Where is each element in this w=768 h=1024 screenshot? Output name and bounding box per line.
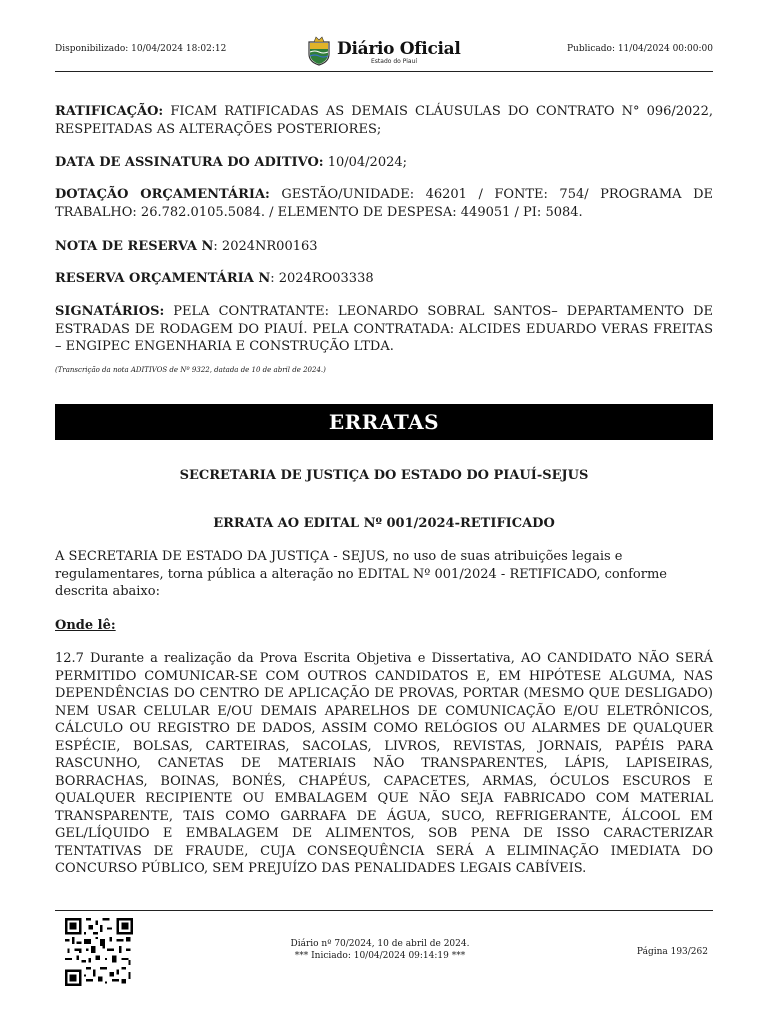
errata-title: ERRATA AO EDITAL Nº 001/2024-RETIFICADO — [213, 516, 555, 531]
state-seal-icon — [307, 36, 331, 66]
ratificacao-paragraph — [55, 103, 713, 138]
publicado-timestamp: Publicado: 11/04/2024 00:00:00 — [566, 44, 713, 54]
data-assinatura-text: 10/04/2024; — [323, 155, 408, 170]
ratificacao-label: RATIFICAÇÃO: — [55, 104, 164, 119]
reserva-orcamentaria-paragraph — [55, 270, 713, 288]
page-header — [55, 32, 713, 72]
footer-divider — [55, 910, 713, 911]
footer-diario-number: Diário nº 70/2024, 10 de abril de 2024. — [290, 939, 470, 949]
transcription-note: (Transcrição da nota ADITIVOS de Nº 9322, datada de 10 de abril de 2024.) — [55, 366, 326, 374]
diario-oficial-logo — [307, 36, 461, 68]
nota-reserva-paragraph — [55, 238, 713, 256]
data-assinatura-label: DATA DE ASSINATURA DO ADITIVO: — [55, 155, 324, 170]
dotacao-text: GESTÃO/UNIDADE: 46201 / FONTE: 754/ PROGRAMA DE TRABALHO: 26.782.0105.5084. / ELEMENTO DE DESPESA: 449051 / PI: 5084. — [55, 187, 713, 220]
footer-iniciado: *** Iniciado: 10/04/2024 09:14:19 *** — [294, 951, 466, 961]
nota-reserva-label: NOTA DE RESERVA N — [55, 239, 214, 254]
reserva-orcamentaria-text: : 2024RO03338 — [270, 271, 374, 286]
ratificacao-text: FICAM RATIFICADAS AS DEMAIS CLÁUSULAS DO CONTRATO N° 096/2022, RESPEITADAS AS ALTERAÇÕES POSTERIORES; — [55, 104, 713, 137]
reserva-orcamentaria-label: RESERVA ORÇAMENTÁRIA N — [55, 271, 271, 286]
data-assinatura-paragraph — [55, 154, 713, 172]
signatarios-paragraph — [55, 303, 713, 356]
disponibilizado-timestamp: Disponibilizado: 10/04/2024 18:02:12 — [55, 44, 227, 54]
dotacao-paragraph — [55, 186, 713, 221]
page-number: Página 193/262 — [636, 947, 708, 957]
item-12-7-paragraph: 12.7 Durante a realização da Prova Escrita Objetiva e Dissertativa, AO CANDIDATO NÃO SERÁ PERMITIDO COMUNICAR-SE COM OUTROS CANDIDATOS E, EM HIPÓTESE ALGUMA, NAS DEPENDÊNCIAS DO CENTRO DE APLICAÇÃO DE PROVAS, PORTAR (MESMO QUE DESLIGADO) NEM USAR CELULAR E/OU DEMAIS APARELHOS DE COMUNICAÇÃO E/OU ELETRÔNICOS, CÁLCULO OU REGISTRO DE DADOS, ASSIM COMO RELÓGIOS OU ALARMES DE QUALQUER ESPÉCIE, BOLSAS, CARTEIRAS, SACOLAS, LIVROS, REVISTAS, JORNAIS, PAPÉIS PARA RASCUNHO, CANETAS DE MATERIAIS NÃO TRANSPARENTES, LÁPIS, LAPISEIRAS, BORRACHAS, BOINAS, BONÉS, CHAPÉUS, CAPACETES, ARMAS, ÓCULOS ESCUROS E QUALQUER RECIPIENTE OU EMBALAGEM QUE NÃO SEJA FABRICADO COM MATERIAL TRANSPARENTE, TAIS COMO GARRAFA DE ÁGUA, SUCO, REFRIGERANTE, ÁLCOOL EM GEL/LÍQUIDO E EMBALAGEM DE ALIMENTOS, SOB PENA DE ISSO CARACTERIZAR TENTATIVAS DE FRAUDE, CUJA CONSEQUÊNCIA SERÁ A ELIMINAÇÃO IMEDIATA DO CONCURSO PÚBLICO, SEM PREJUÍZO DAS PENALIDADES LEGAIS CABÍVEIS. — [55, 651, 713, 876]
signatarios-text: PELA CONTRATANTE: LEONARDO SOBRAL SANTOS– DEPARTAMENTO DE ESTRADAS DE RODAGEM DO PIAUÍ. PELA CONTRATADA: ALCIDES EDUARDO VERAS FREITAS – ENGIPEC ENGENHARIA E CONSTRUÇÃO LTDA. — [55, 304, 713, 354]
dotacao-label: DOTAÇÃO ORÇAMENTÁRIA: — [55, 187, 270, 202]
signatarios-label: SIGNATÁRIOS: — [55, 304, 165, 319]
logo-title: Diário Oficial — [337, 39, 461, 59]
logo-subtitle: Estado do Piauí — [371, 58, 418, 65]
nota-reserva-text: : 2024NR00163 — [213, 239, 318, 254]
footer-edition-info — [230, 938, 530, 962]
qr-code-icon — [64, 918, 134, 986]
erratas-banner: ERRATAS — [55, 404, 713, 440]
secretaria-heading: SECRETARIA DE JUSTIÇA DO ESTADO DO PIAUÍ-SEJUS — [179, 468, 589, 483]
onde-le-heading: Onde lê: — [55, 618, 116, 633]
errata-intro: A SECRETARIA DE ESTADO DA JUSTIÇA - SEJUS, no uso de suas atribuições legais e regulamentares, torna pública a alteração no EDITAL Nº 001/2024 - RETIFICADO, conforme descrita abaixo: — [55, 549, 667, 599]
